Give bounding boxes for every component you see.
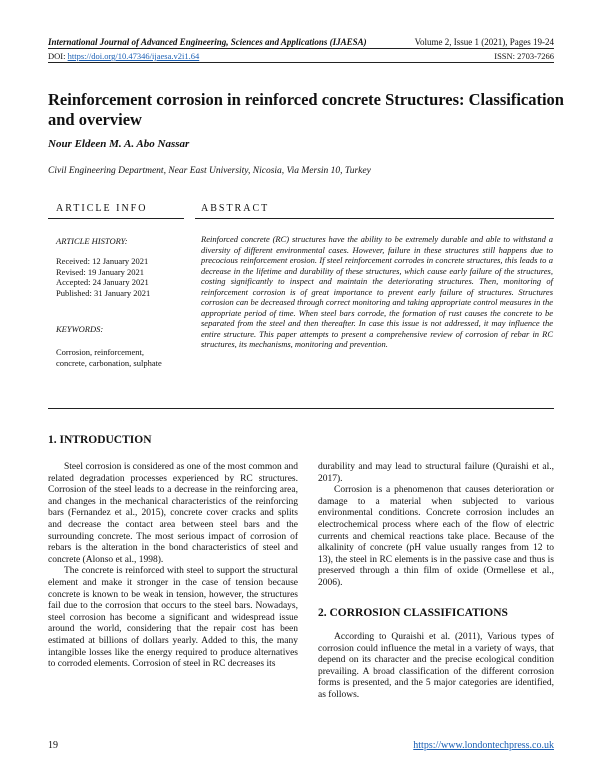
history-revised: Revised: 19 January 2021 [56, 266, 145, 277]
abstract-text: Reinforced concrete (RC) structures have the ability to be extremely durable and able to withstand a diversity of different environmental cases. However, failure in these structures still happens due to precocious reinforcement erosion. If steel reinforcement corrodes in concrete structures, this leads to a decrease in the lifetime and durability of these structures, which cause early failure of the structures, costing significantly to inspect and maintain the deteriorating structures. Then, monitoring of reinforcement corrosion is of great importance to prevent early failure of structures. Structures corrosion can be decreased through correct monitoring and taking appropriate control measures in the appropriate period of time. When steel bars corrode, the formation of rust causes the concrete to be separated from the steel and then thereafter. In case this issue is not addressed, it may influence the entire structure. This paper attempts to present a comprehensive review of corrosion of rebar in RC structures, its mechanisms, monitoring and prevention. [201, 234, 553, 349]
header-rule [48, 48, 554, 49]
doi-label: DOI: [48, 51, 66, 61]
article-info-rule [48, 218, 184, 219]
history-published: Published: 31 January 2021 [56, 287, 151, 298]
article-history [56, 256, 150, 298]
doi-line [48, 51, 199, 61]
affiliation: Civil Engineering Department, Near East University, Nicosia, Via Mersin 10, Turkey [48, 166, 371, 176]
publisher-link[interactable]: https://www.londontechpress.co.uk [413, 740, 554, 751]
section-1-title: 1. INTRODUCTION [48, 434, 152, 446]
history-received: Received: 12 January 2021 [56, 256, 149, 266]
intro-paragraph-3: durability and may lead to structural failure (Quraishi et al., 2017). [318, 462, 554, 484]
volume-info: Volume 2, Issue 1 (2021), Pages 19-24 [414, 37, 554, 47]
journal-name: International Journal of Advanced Engineering, Sciences and Applications (IJAESA) [48, 37, 367, 47]
intro-paragraph-4: Corrosion is a phenomenon that causes deterioration or damage to a material when subjected to various environmental conditions. Concrete corrosion includes an electrochemical process where each of the flow of electric currents and chemical reactions take place. Because of the alkalinity of concrete (pH value usually ranges from 12 to 13), the steel in RC elements is in the passive case and thus is preserved through a thin film of oxide (Ormellese et al., 2006). [318, 485, 554, 588]
keywords: Corrosion, reinforcement, concrete, carbonation, sulphate [56, 347, 162, 368]
page-number: 19 [48, 740, 58, 751]
header-rule-bottom [48, 62, 554, 63]
author: Nour Eldeen M. A. Abo Nassar [48, 138, 190, 150]
classification-paragraph-1: According to Quraishi et al. (2011), Various types of corrosion could influence the metal in a variety of ways, that depend on its character and the precise ecological condition prevailing. A broad classification of the different corrosion forms is presented, and the 5 major categories are identified, as follows. [318, 632, 554, 700]
article-info-heading: ARTICLE INFO [56, 203, 148, 214]
issn: ISSN: 2703-7266 [494, 51, 554, 61]
section-2-title: 2. CORROSION CLASSIFICATIONS [318, 607, 508, 619]
intro-paragraph-2: The concrete is reinforced with steel to support the structural element and make it stronger in the case of tension because concrete is known to be weak in tension, however, the structures fail due to the corrosion that occurs to the steel bars. Nowadays, steel corrosion has become a significant and widespread issue around the world, considering that the repair cost has been estimated at billions of dollars yearly. Added to this, the many intangible losses like the energy required to produce alternatives to corroded elements. Corrosion of steel in RC decreases its [48, 566, 298, 670]
history-label: ARTICLE HISTORY: [56, 236, 128, 246]
left-column [48, 462, 298, 671]
section-2-body [318, 632, 554, 702]
keywords-label: KEYWORDS: [56, 324, 104, 334]
front-matter-rule [48, 408, 554, 409]
abstract-rule [195, 218, 554, 219]
paper-title: Reinforcement corrosion in reinforced concrete Structures: Classification and overview [48, 90, 564, 129]
doi-link[interactable]: https://doi.org/10.47346/ijaesa.v2i1.64 [67, 51, 200, 61]
right-column [318, 462, 554, 590]
history-accepted: Accepted: 24 January 2021 [56, 277, 149, 287]
intro-paragraph-1: Steel corrosion is considered as one of the most common and related degradation processes experienced by RC structures. Corrosion of the steel leads to a decrease in the reinforcing area, and changes in the mechanical characteristics of the reinforcing bars (Fernandez et al., 2015), concrete cover cracks and splits and decrease the contact area between steel bars and the surrounding concrete. The most serious impact of corrosion of rebars is the alteration in the bond characteristics of steel and concrete (Alonso et al., 1998). [48, 462, 298, 565]
abstract-heading: ABSTRACT [201, 203, 270, 214]
